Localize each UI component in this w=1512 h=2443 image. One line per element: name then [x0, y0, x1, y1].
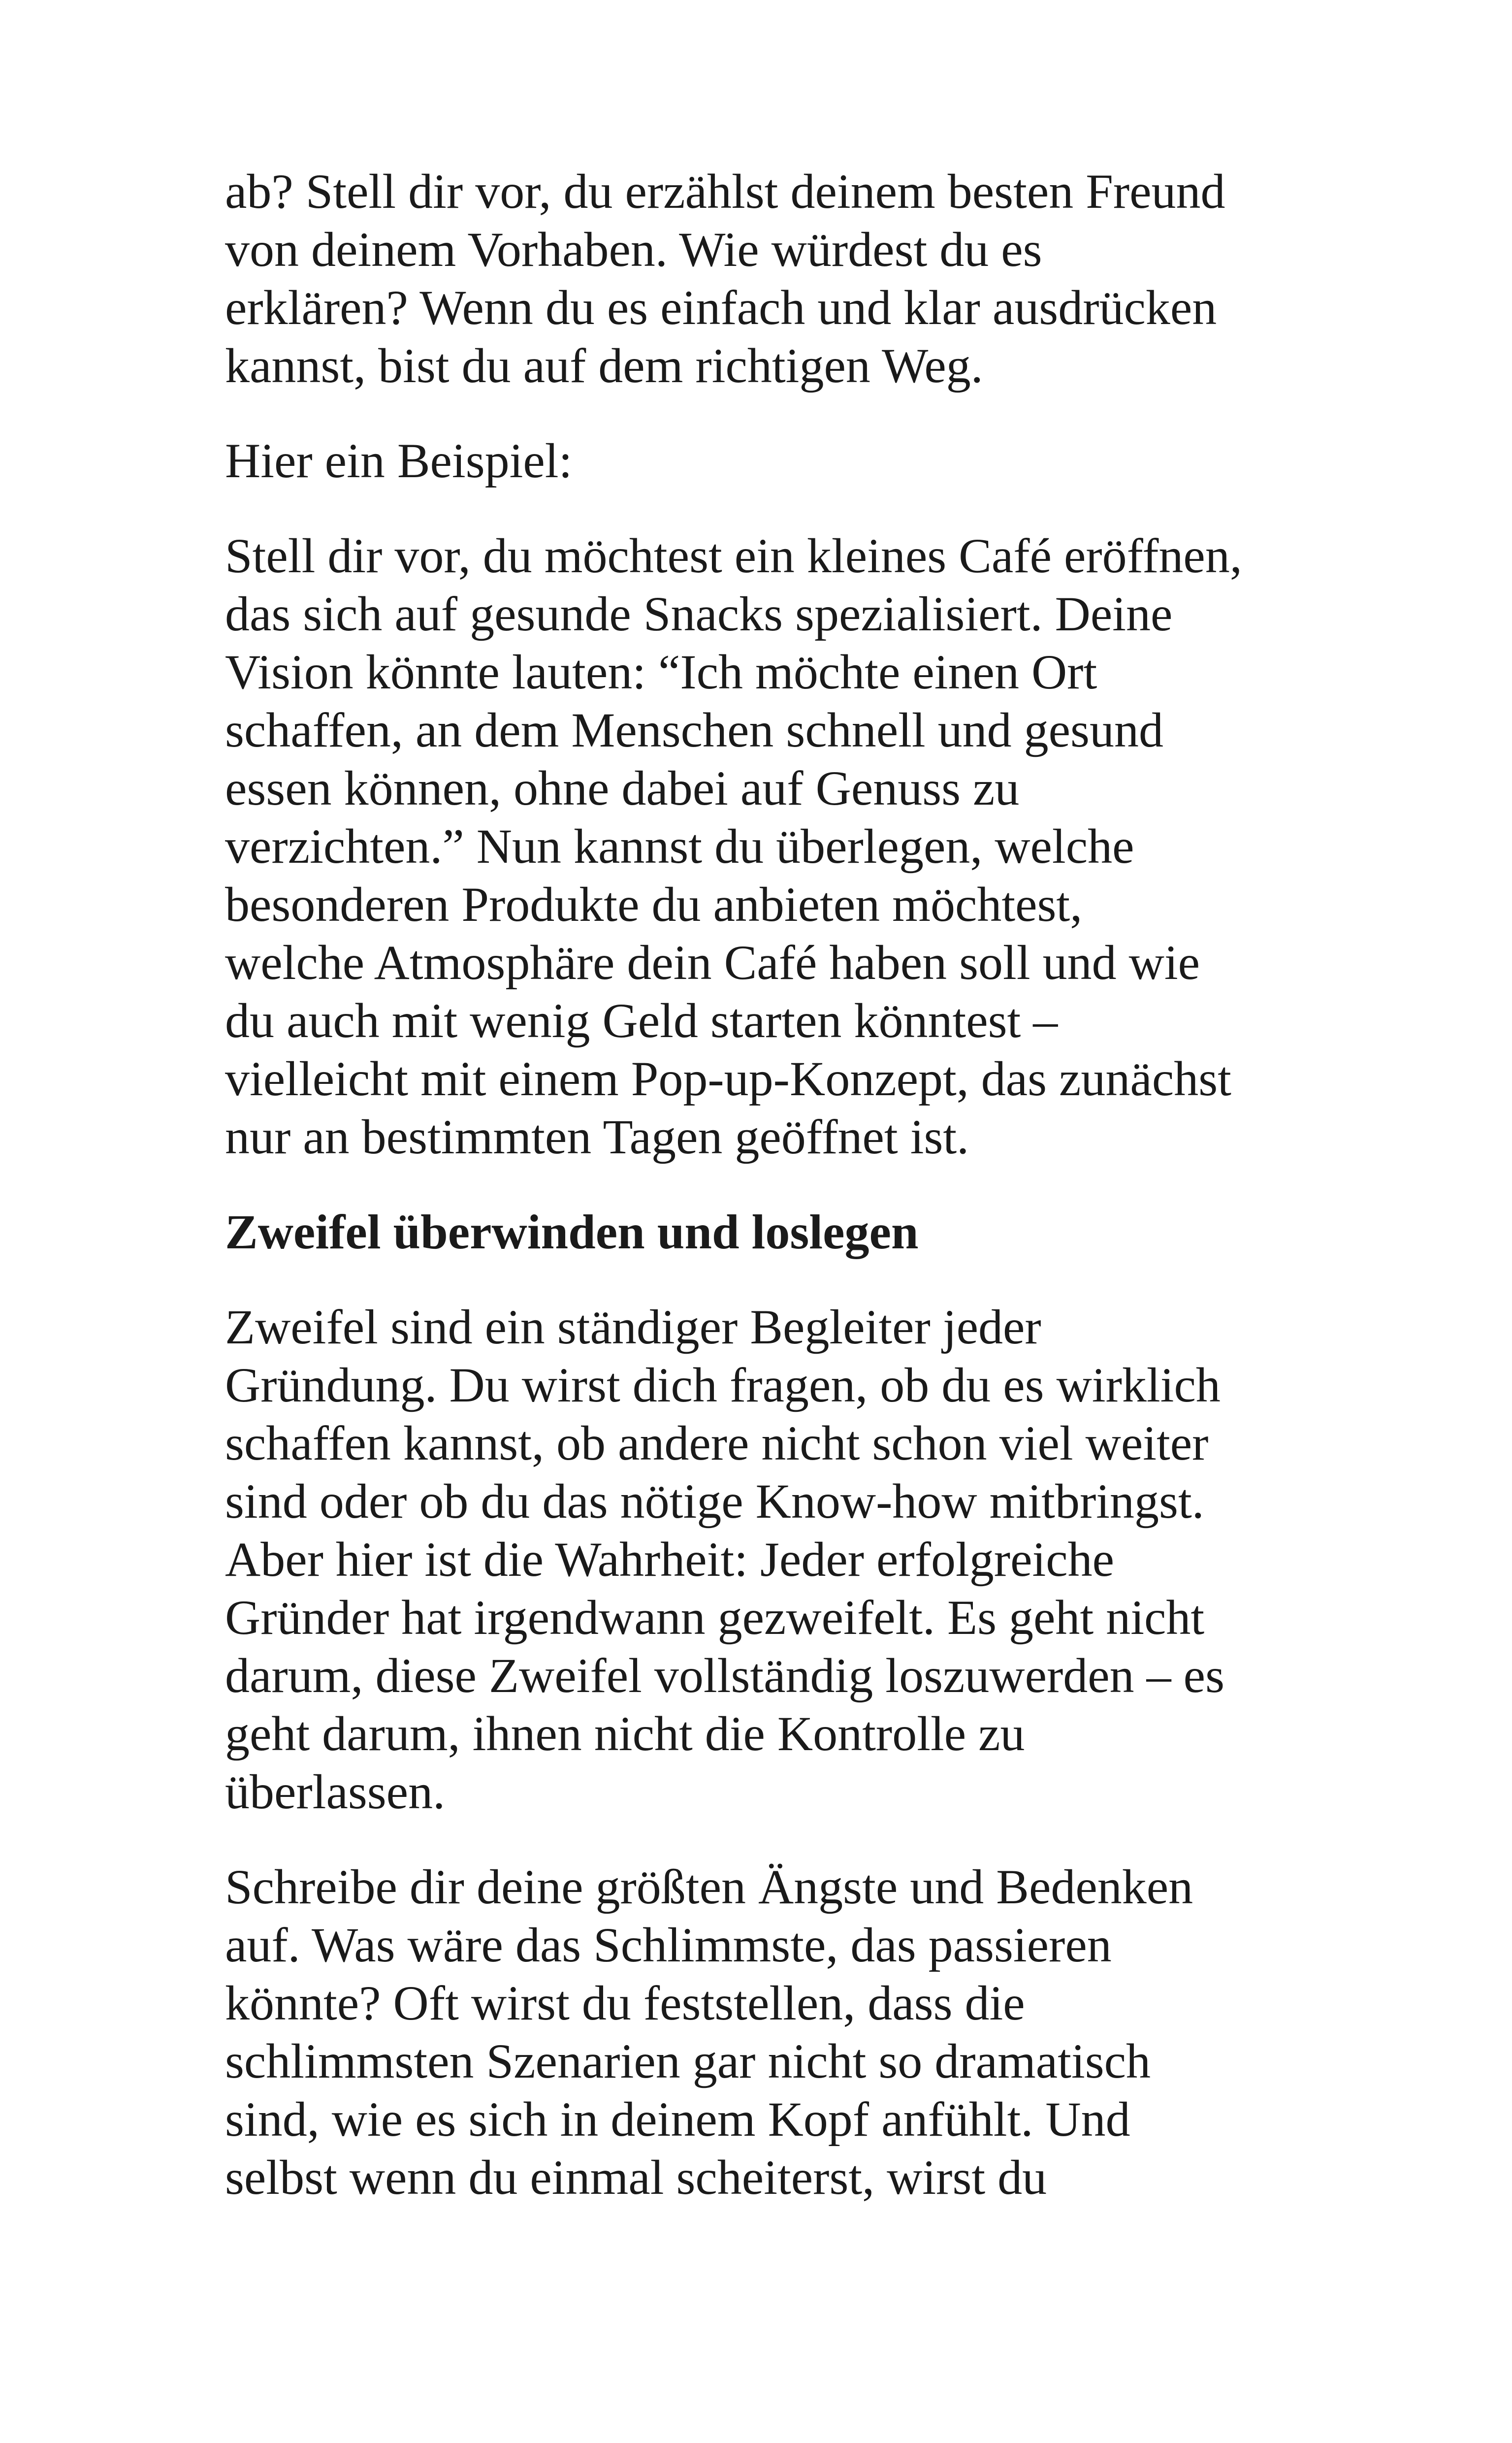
paragraph-example-intro — [225, 432, 1328, 490]
text-line: geht darum, ihnen nicht die Kontrolle zu — [225, 1706, 1025, 1761]
text-line: Gründung. Du wirst dich fragen, ob du es wirklich — [225, 1358, 1221, 1412]
text-line: sind oder ob du das nötige Know-how mitbringst. — [225, 1474, 1204, 1529]
text-line: schaffen, an dem Menschen schnell und gesund — [225, 703, 1163, 757]
text-line: schlimmsten Szenarien gar nicht so dramatisch — [225, 2034, 1151, 2088]
text-line: besonderen Produkte du anbieten möchtest, — [225, 877, 1083, 932]
text-line: darum, diese Zweifel vollständig loszuwerden – es — [225, 1648, 1224, 1703]
section-heading — [225, 1203, 1328, 1261]
text-line: Stell dir vor, du möchtest ein kleines Café eröffnen, — [225, 528, 1242, 583]
body-text-column — [225, 163, 1328, 2244]
text-line: sind, wie es sich in deinem Kopf anfühlt. Und — [225, 2092, 1130, 2147]
text-line: erklären? Wenn du es einfach und klar ausdrücken — [225, 280, 1217, 335]
heading-text: Zweifel überwinden und loslegen — [225, 1205, 919, 1259]
text-line: schaffen kannst, ob andere nicht schon viel weiter — [225, 1416, 1209, 1470]
text-line: du auch mit wenig Geld starten könntest – — [225, 993, 1058, 1048]
text-line: verzichten.” Nun kannst du überlegen, welche — [225, 819, 1134, 874]
text-line: kannst, bist du auf dem richtigen Weg. — [225, 338, 983, 393]
text-line: Schreibe dir deine größten Ängste und Bedenken — [225, 1859, 1193, 1914]
paragraph-doubts — [225, 1298, 1328, 1821]
text-line: Aber hier ist die Wahrheit: Jeder erfolgreiche — [225, 1532, 1115, 1587]
text-line: ab? Stell dir vor, du erzählst deinem besten Freund — [225, 164, 1225, 219]
text-line: Zweifel sind ein ständiger Begleiter jeder — [225, 1300, 1041, 1354]
text-line: welche Atmosphäre dein Café haben soll und wie — [225, 935, 1200, 990]
text-line: könnte? Oft wirst du feststellen, dass die — [225, 1976, 1025, 2030]
text-line: auf. Was wäre das Schlimmste, das passieren — [225, 1918, 1112, 1972]
text-line: überlassen. — [225, 1764, 446, 1819]
text-line: von deinem Vorhaben. Wie würdest du es — [225, 222, 1042, 277]
paragraph-cafe-example — [225, 527, 1328, 1166]
text-line: vielleicht mit einem Pop-up-Konzept, das zunächst — [225, 1051, 1231, 1106]
text-line: Gründer hat irgendwann gezweifelt. Es geht nicht — [225, 1590, 1205, 1645]
text-line: Hier ein Beispiel: — [225, 433, 573, 488]
paragraph-intro — [225, 163, 1328, 395]
text-line: das sich auf gesunde Snacks spezialisiert. Deine — [225, 586, 1173, 641]
paragraph-fears — [225, 1858, 1328, 2207]
text-line: nur an bestimmten Tagen geöffnet ist. — [225, 1109, 969, 1164]
text-line: essen können, ohne dabei auf Genuss zu — [225, 761, 1020, 815]
text-line: selbst wenn du einmal scheiterst, wirst du — [225, 2150, 1047, 2205]
text-line: Vision könnte lauten: “Ich möchte einen Ort — [225, 645, 1097, 699]
